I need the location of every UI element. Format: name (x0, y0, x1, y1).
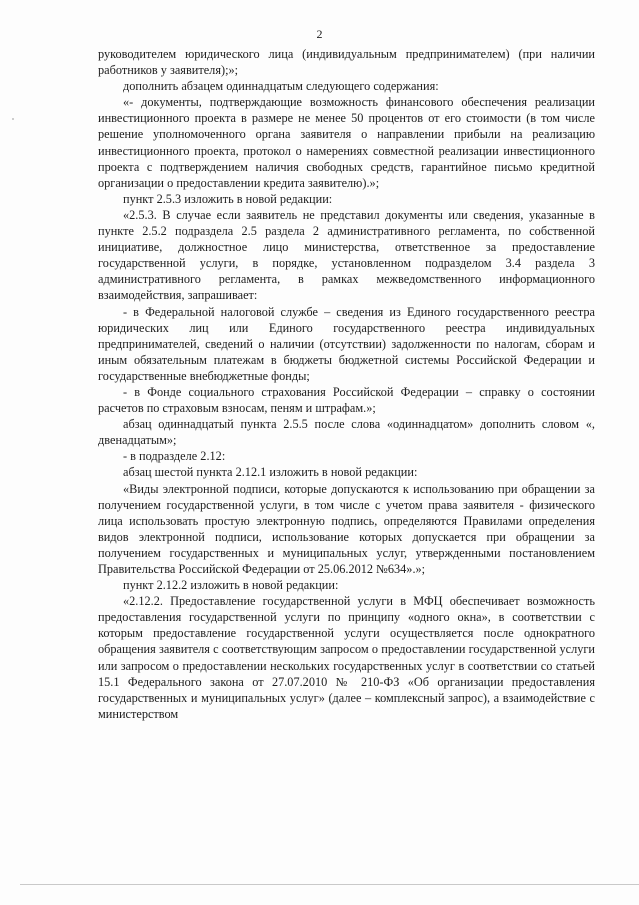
paragraph: пункт 2.12.2 изложить в новой редакции: (123, 578, 339, 593)
paragraph: абзац одиннадцатый пункта 2.5.5 после слова «одиннадцатом» дополнить словом «, двенадцатым»; (98, 417, 595, 448)
paragraph: - в Федеральной налоговой службе – сведения из Единого государственного реестра юридических лиц или Единого государственного реестра индивидуальных предпринимателей, сведений о наличии (отсутствии) задолженности по налогам, сборам и иным обязательным платежам в бюджеты бюджетной системы Российской Федерации и государственные внебюджетные фонды; (98, 304, 595, 383)
paragraph: пункт 2.5.3 изложить в новой редакции: (123, 191, 333, 206)
paragraph: «2.5.3. В случае если заявитель не представил документы или сведения, указанные в пункте 2.5.2 подраздела 2.5 раздела 2 административного регламента, по собственной инициативе, должностное лицо министерства, ответственное за предоставление государственной услуги, в порядке, установленном подразделом 3.4 раздела 3 административного регламента, в рамках межведомственного информационного взаимодействия, запрашивает: (98, 207, 595, 303)
scan-edge-line (20, 884, 639, 885)
paragraph: - в Фонде социального страхования Российской Федерации – справку о состоянии расчетов по страховым взносам, пеням и штрафам.»; (98, 384, 595, 416)
paragraph: руководителем юридического лица (индивидуальным предпринимателем) (при наличии работников у заявителя);»; (98, 47, 595, 78)
scan-artifact (12, 118, 14, 120)
paragraph: дополнить абзацем одиннадцатым следующего содержания: (123, 79, 439, 94)
paragraph: «2.12.2. Предоставление государственной услуги в МФЦ обеспечивает возможность предоставления государственной услуги по принципу «одного окна», в соответствии с которым предоставление государственной услуги осуществляется после однократного обращения заявителя с соответствующим запросом о предоставлении государственной услуги или запросом о предоставлении нескольких государственных услуг в соответствии со статьей 15.1 Федерального закона от 27.07.2010 № 210-ФЗ «Об организации предоставления государственных и муниципальных услуг» (далее – комплексный запрос), а взаимодействие с министерством (98, 594, 595, 721)
paragraph: «Виды электронной подписи, которые допускаются к использованию при обращении за получением государственной услуги, в том числе с учетом права заявителя - физического лица использовать простую электронную подпись, определяются Правилами определения видов электронной подписи, использование которых допускается при обращении за получением государственных и муниципальных услуг, утвержденными постановлением Правительства Российской Федерации от 25.06.2012 №634».»; (98, 481, 595, 576)
document-body (98, 46, 595, 722)
page-number: 2 (316, 27, 323, 41)
paragraph: - в подразделе 2.12: (123, 449, 226, 464)
paragraph: абзац шестой пункта 2.12.1 изложить в новой редакции: (123, 465, 418, 480)
paragraph: «- документы, подтверждающие возможность финансового обеспечения реализации инвестиционного проекта в размере не менее 50 процентов от его стоимости (в том числе решение уполномоченного органа заявителя о направлении прибыли на реализацию инвестиционного проекта, протокол о намерениях совместной реализации инвестиционного проекта с подтверждением наличия свободных средств, гарантийное письмо кредитной организации о предоставлении кредита заявителю).»; (98, 95, 595, 190)
